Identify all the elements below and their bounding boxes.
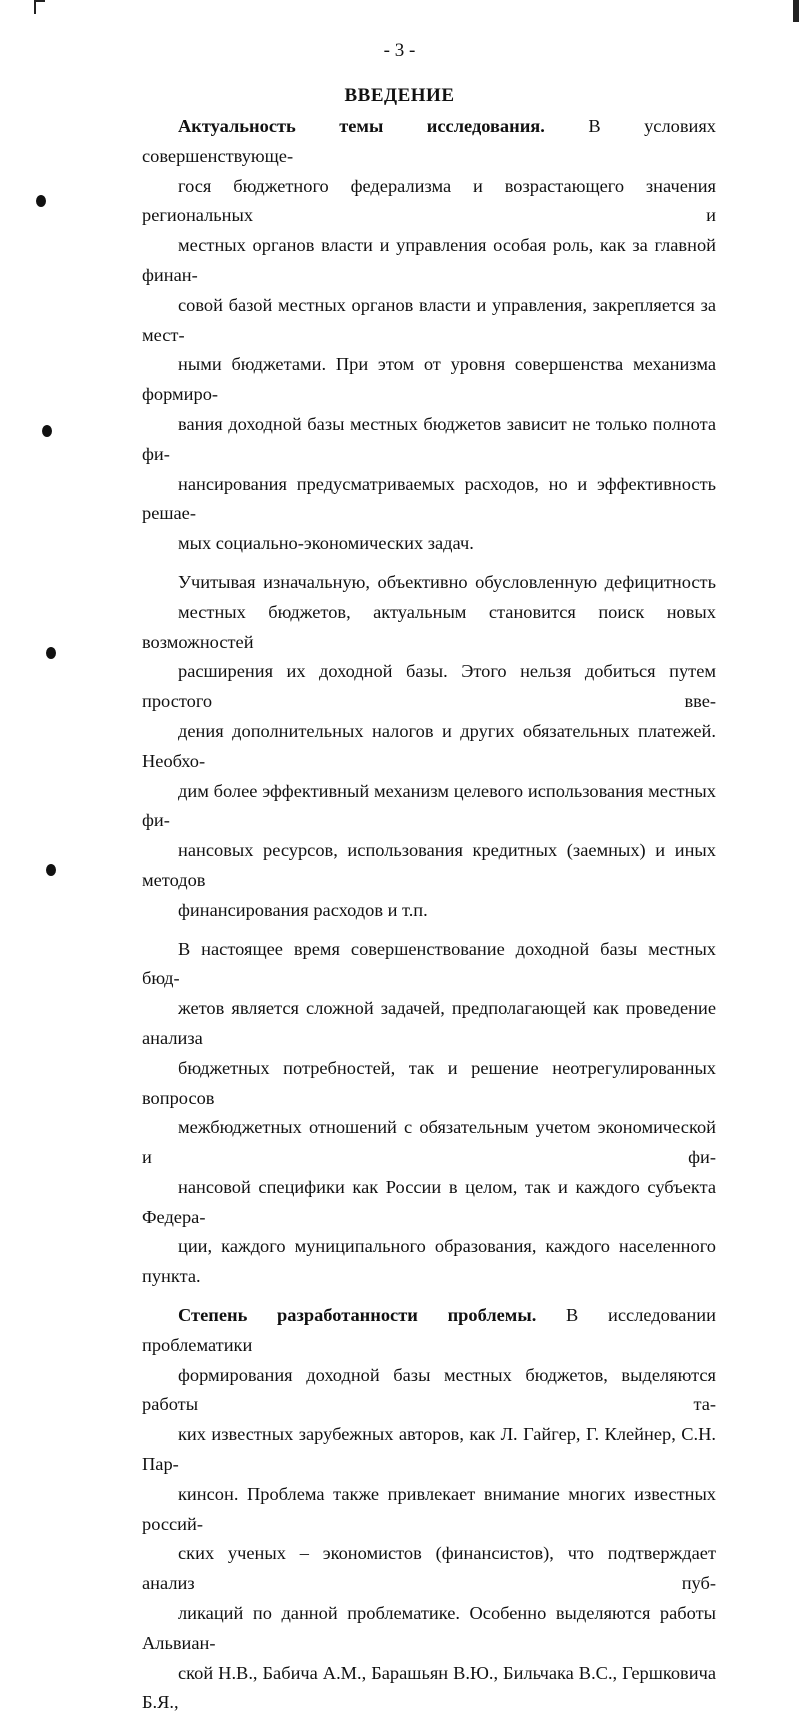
paragraph-research-extent <box>142 1301 716 1718</box>
binder-hole-icon <box>46 864 56 876</box>
text-line: ции, каждого муниципального образования, каждого населенного пункта. <box>142 1236 716 1287</box>
paragraph-present-time <box>142 935 716 1293</box>
text-line: дения дополнительных налогов и других обязательных платежей. Необхо- <box>142 720 716 771</box>
paragraph-relevance <box>142 112 716 559</box>
text-line: жетов является сложной задачей, предполагающей как проведение анализа <box>142 998 716 1048</box>
binder-hole-icon <box>42 425 52 437</box>
text-line: кинсон. Проблема также привлекает внимание многих известных россий- <box>142 1483 716 1534</box>
paragraph-lead: Актуальность темы исследования. <box>178 116 545 136</box>
document-body <box>142 112 716 1718</box>
text-line: ких известных зарубежных авторов, как Л. Гайгер, Г. Клейнер, С.Н. Пар- <box>142 1424 716 1475</box>
scan-edge-mark <box>793 0 799 22</box>
page-number: - 3 - <box>383 40 416 61</box>
text-line: гося бюджетного федерализма и возрастающего значения региональных и <box>142 175 716 226</box>
text-line: ской Н.В., Бабича А.М., Барашьян В.Ю., Бильчака В.С., Гершковича Б.Я., <box>142 1662 716 1713</box>
text-line: бюджетных потребностей, так и решение неотрегулированных вопросов <box>142 1057 716 1108</box>
text-line: ликаций по данной проблематике. Особенно выделяются работы Альвиан- <box>142 1603 716 1653</box>
text-line: ными бюджетами. При этом от уровня совершенства механизма формиро- <box>142 354 716 405</box>
text-line: Актуальность темы исследования. В условиях совершенствующе- <box>142 116 717 166</box>
text-line: финансирования расходов и т.п. <box>178 899 428 920</box>
text-line: расширения их доходной базы. Этого нельзя добиться путем простого вве- <box>142 661 716 712</box>
text-line: местных органов власти и управления особая роль, как за главной финан- <box>142 235 716 285</box>
text-line: ских ученых – экономистов (финансистов), что подтверждает анализ пуб- <box>142 1543 716 1594</box>
text-line: нансовых ресурсов, использования кредитных (заемных) и иных методов <box>142 840 716 890</box>
paragraph-deficit <box>142 568 716 926</box>
binder-hole-icon <box>36 195 46 207</box>
text-line: вания доходной базы местных бюджетов зависит не только полнота фи- <box>142 413 716 464</box>
text-line: формирования доходной базы местных бюджетов, выделяются работы та- <box>142 1364 716 1415</box>
text-line: местных бюджетов, актуальным становится поиск новых возможностей <box>142 601 716 652</box>
text-line: межбюджетных отношений с обязательным учетом экономической и фи- <box>142 1117 716 1168</box>
text-line: нансовой специфики как России в целом, так и каждого субъекта Федера- <box>142 1176 716 1227</box>
text-line: нансирования предусматриваемых расходов, но и эффективность решае- <box>142 473 716 524</box>
text-line: Учитывая изначальную, объективно обусловленную дефицитность <box>178 571 716 592</box>
text-line: совой базой местных органов власти и управления, закрепляется за мест- <box>142 294 716 345</box>
text-line: мых социально-экономических задач. <box>178 533 474 554</box>
page-title: ВВЕДЕНИЕ <box>344 85 455 106</box>
text-line: дим более эффективный механизм целевого использования местных фи- <box>142 780 716 831</box>
text-line: Степень разработанности проблемы. В исследовании проблематики <box>142 1305 716 1355</box>
scan-edge-mark <box>34 0 36 14</box>
text-line: В настоящее время совершенствование доходной базы местных бюд- <box>142 938 716 989</box>
scan-edge-mark <box>34 0 45 2</box>
binder-hole-icon <box>46 647 56 659</box>
paragraph-lead: Степень разработанности проблемы. <box>178 1305 537 1326</box>
